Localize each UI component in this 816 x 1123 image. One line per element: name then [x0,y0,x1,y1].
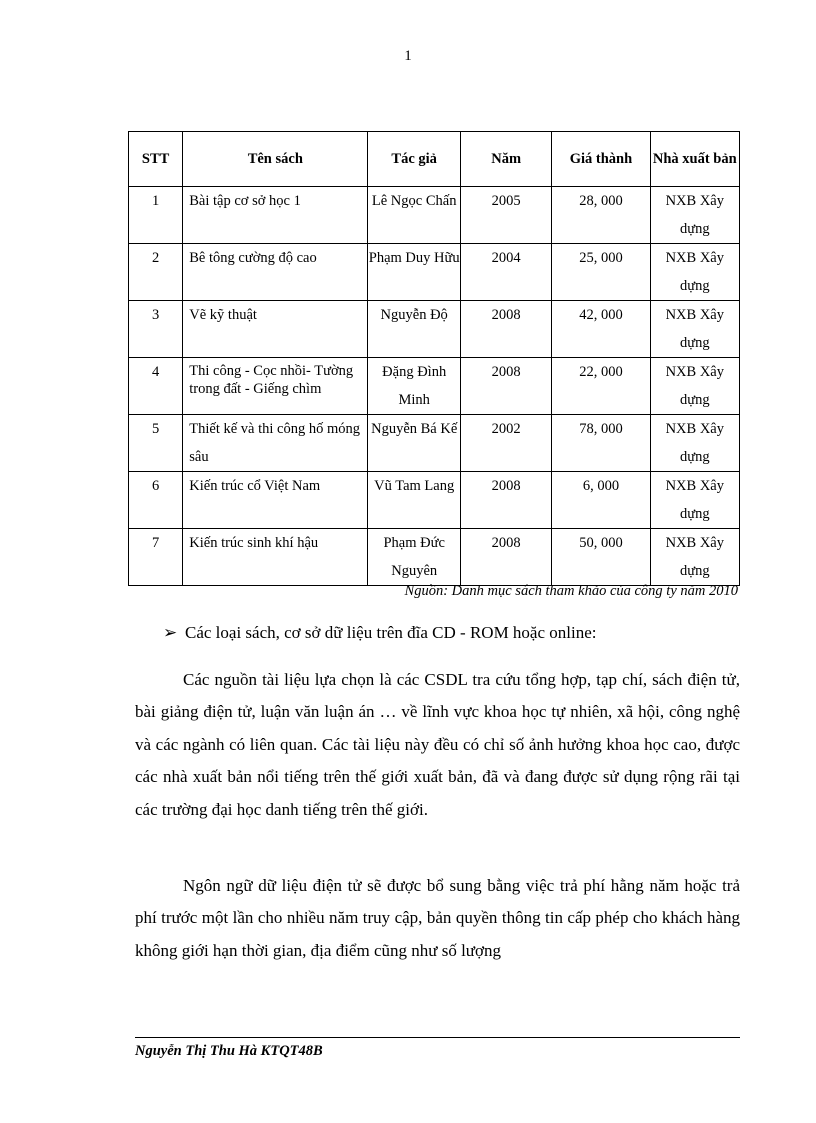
cell-price: 6, 000 [552,472,650,529]
table-row [129,529,740,586]
header-author: Tác giả [368,132,461,187]
cell-publisher: NXB Xây dựng [650,358,739,415]
cell-price: 50, 000 [552,529,650,586]
cell-author: Vũ Tam Lang [368,472,461,529]
cell-title-text: Thi công - Cọc nhồi- Tường trong đất - Giếng chìm [189,363,354,397]
table-row [129,301,740,358]
cell-title: Bài tập cơ sở học 1 [183,187,368,244]
arrow-bullet-icon: ➢ [163,623,178,642]
paragraph-2-text: Ngôn ngữ dữ liệu điện tử sẽ được bổ sung bằng việc trả phí hằng năm hoặc trả phí trước một lần cho nhiều năm truy cập, bản quyền thông tin cấp phép cho khách hàng không giới hạn thời gian, địa điểm cũng như số lượng [135,876,740,960]
cell-publisher: NXB Xây dựng [650,187,739,244]
header-title: Tên sách [183,132,368,187]
cell-year: 2008 [461,358,552,415]
table-row [129,358,740,415]
cell-author: Nguyễn Độ [368,301,461,358]
cell-title: Bê tông cường độ cao [183,244,368,301]
cell-title: Thiết kế và thi công hố móng sâu [183,415,368,472]
table-header-row [129,132,740,187]
book-table [128,131,740,586]
cell-year: 2008 [461,472,552,529]
cell-stt: 2 [129,244,183,301]
cell-author: Nguyễn Bá Kế [368,415,461,472]
header-year: Năm [461,132,552,187]
table-row [129,415,740,472]
cell-author: Phạm Đức Nguyên [368,529,461,586]
cell-year: 2005 [461,187,552,244]
cell-title [183,358,368,415]
cell-price: 42, 000 [552,301,650,358]
cell-author: Đặng Đình Minh [368,358,461,415]
paragraph-1 [135,664,740,826]
cell-year: 2004 [461,244,552,301]
table-row [129,472,740,529]
page-number: 1 [404,48,412,64]
cell-stt: 4 [129,358,183,415]
cell-price: 28, 000 [552,187,650,244]
footer-author: Nguyễn Thị Thu Hà KTQT48B [135,1043,323,1059]
table-row [129,187,740,244]
cell-title: Kiến trúc sinh khí hậu [183,529,368,586]
table-row [129,244,740,301]
footer-divider [135,1037,740,1038]
cell-publisher: NXB Xây dựng [650,415,739,472]
header-publisher: Nhà xuất bản [650,132,739,187]
cell-title: Vẽ kỹ thuật [183,301,368,358]
cell-stt: 1 [129,187,183,244]
header-stt: STT [129,132,183,187]
cell-price: 78, 000 [552,415,650,472]
cell-year: 2008 [461,301,552,358]
header-price: Giá thành [552,132,650,187]
cell-year: 2008 [461,529,552,586]
cell-price: 25, 000 [552,244,650,301]
cell-publisher: NXB Xây dựng [650,244,739,301]
cell-stt: 6 [129,472,183,529]
cell-title: Kiến trúc cổ Việt Nam [183,472,368,529]
paragraph-1-text: Các nguồn tài liệu lựa chọn là các CSDL tra cứu tổng hợp, tạp chí, sách điện tử, bài giảng điện tử, luận văn luận án … về lĩnh vực khoa học tự nhiên, xã hội, công nghệ và các ngành có liên quan. Các tài liệu này đều có chỉ số ảnh hưởng khoa học cao, được các nhà xuất bản nổi tiếng trên thế giới xuất bản, đã và đang được sử dụng rộng rãi tại các trường đại học danh tiếng trên thế giới. [135,670,740,819]
bullet-heading-text: Các loại sách, cơ sở dữ liệu trên đĩa CD - ROM hoặc online: [185,623,597,642]
cell-publisher: NXB Xây dựng [650,472,739,529]
bullet-heading [163,623,597,643]
cell-author: Phạm Duy Hữu [368,244,461,301]
paragraph-2 [135,870,740,967]
cell-publisher: NXB Xây dựng [650,529,739,586]
cell-price: 22, 000 [552,358,650,415]
table-source-note: Nguồn: Danh mục sách tham khảo của công ty năm 2010 [404,583,738,599]
cell-stt: 3 [129,301,183,358]
cell-year: 2002 [461,415,552,472]
cell-stt: 7 [129,529,183,586]
cell-stt: 5 [129,415,183,472]
cell-publisher: NXB Xây dựng [650,301,739,358]
cell-author: Lê Ngọc Chấn [368,187,461,244]
